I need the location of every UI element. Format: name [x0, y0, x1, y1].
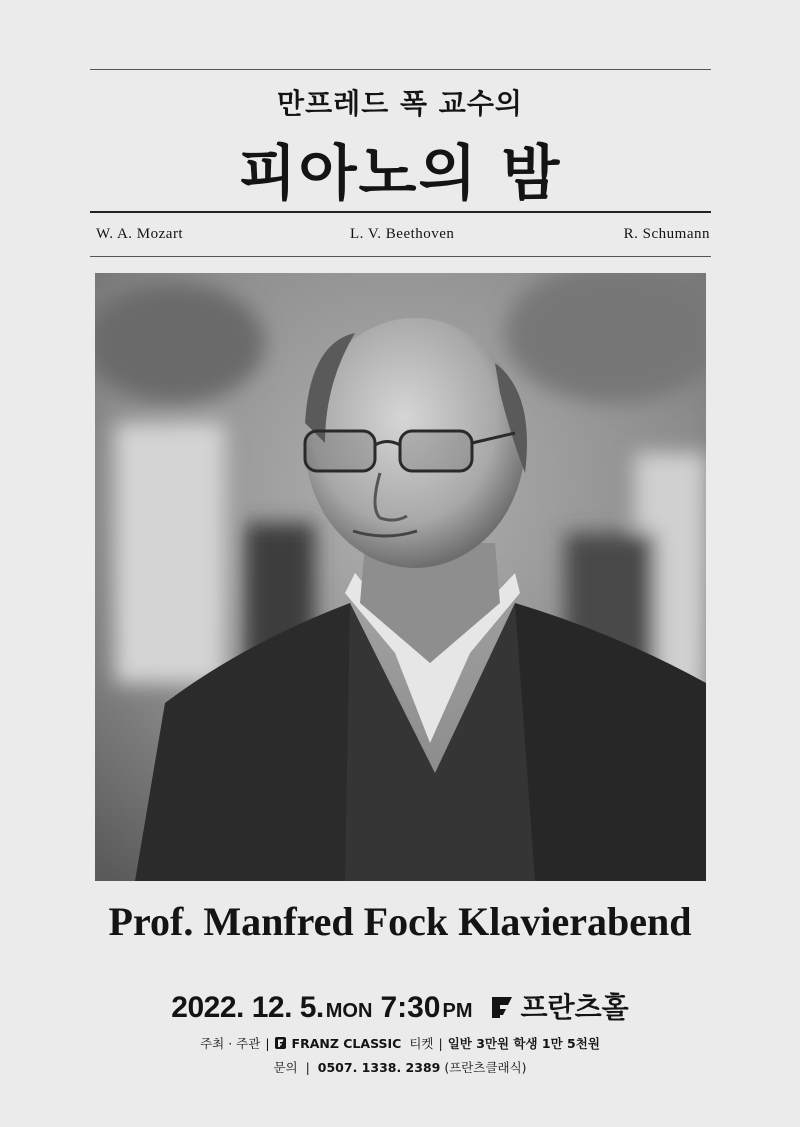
title-underline-rule — [90, 211, 711, 213]
ticket-prices: 일반 3만원 학생 1만 5천원 — [447, 1036, 600, 1051]
contact-phone: 0507. 1338. 2389 — [317, 1060, 441, 1075]
event-venue: 프란츠홀 — [520, 991, 629, 1024]
top-rule — [90, 69, 711, 70]
composer-beethoven: L. V. Beethoven — [350, 226, 455, 242]
date-time-venue — [0, 986, 800, 1026]
organizer-brand: FRANZ CLASSIC — [291, 1035, 402, 1051]
organizer-ticket-info — [0, 1034, 800, 1052]
franz-logo-icon — [275, 1037, 286, 1052]
composer-schumann: R. Schumann — [623, 226, 710, 242]
organizer-label: 주최 · 주관 — [200, 1036, 261, 1051]
event-time: 7:30 — [380, 991, 441, 1024]
separator: | — [305, 1060, 310, 1075]
ticket-label: 티켓 — [409, 1036, 434, 1051]
composer-bottom-rule — [90, 256, 711, 257]
contact-label: 문의 — [273, 1060, 298, 1075]
contact-note: (프란츠클래식) — [444, 1060, 527, 1075]
pianist-portrait-photo — [95, 273, 706, 881]
franz-logo-icon — [488, 994, 514, 1028]
event-ampm: PM — [442, 1000, 473, 1022]
event-date: 2022. 12. 5. — [171, 991, 324, 1024]
separator: | — [438, 1035, 443, 1051]
separator: | — [265, 1035, 270, 1051]
composer-mozart: W. A. Mozart — [96, 226, 184, 242]
event-title: Prof. Manfred Fock Klavierabend — [108, 899, 692, 944]
event-subtitle: 만프레드 폭 교수의 — [277, 87, 523, 120]
contact-info — [0, 1058, 800, 1076]
event-weekday: MON — [325, 1000, 373, 1022]
page-title: 피아노의 밤 — [238, 139, 562, 209]
